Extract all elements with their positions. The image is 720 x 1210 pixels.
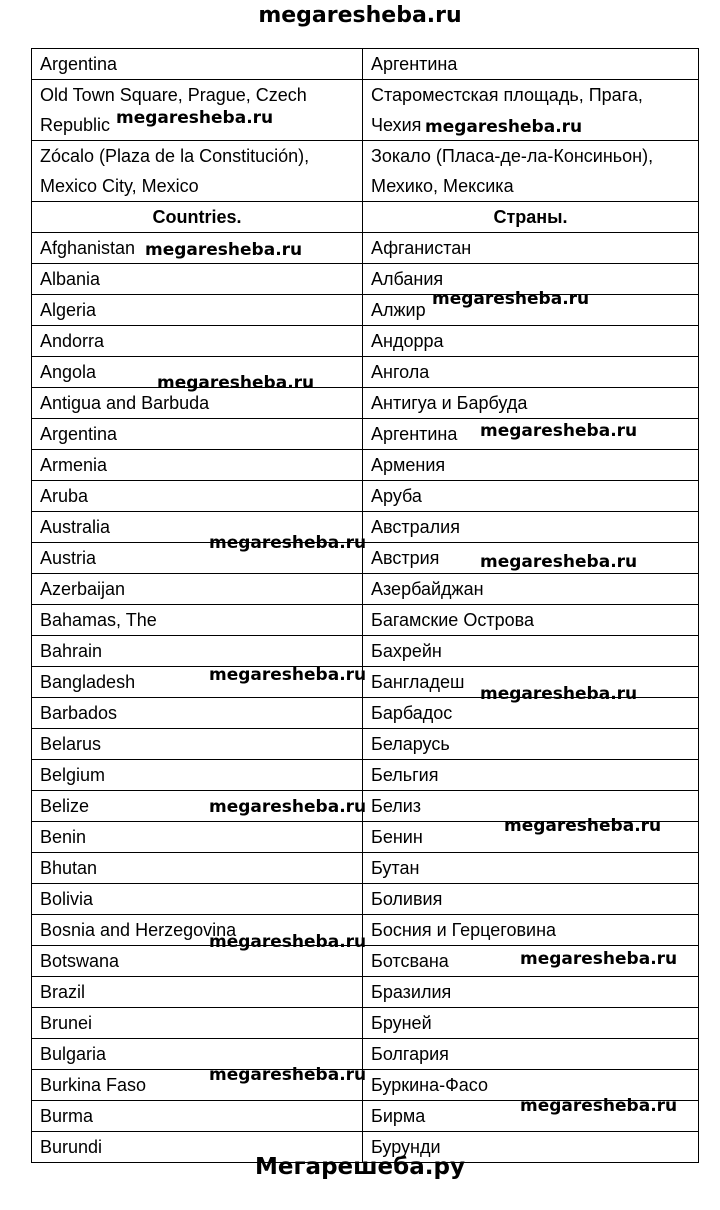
table-row — [32, 1101, 699, 1132]
table-row — [32, 915, 699, 946]
country-english: Bulgaria — [32, 1039, 363, 1070]
watermark: megaresheba.ru — [209, 665, 367, 685]
table-row — [32, 946, 699, 977]
country-english: Belgium — [32, 760, 363, 791]
table-row — [32, 357, 699, 388]
table-row — [32, 481, 699, 512]
country-russian: Болгария — [363, 1039, 699, 1070]
country-english: Algeria — [32, 295, 363, 326]
table-row — [32, 1039, 699, 1070]
watermark: megaresheba.ru — [209, 797, 367, 817]
table-row — [32, 1070, 699, 1101]
table-row — [32, 853, 699, 884]
country-english: Aruba — [32, 481, 363, 512]
table-row — [32, 419, 699, 450]
country-english: Brazil — [32, 977, 363, 1008]
watermark: megaresheba.ru — [145, 240, 303, 260]
country-russian: Багамские Острова — [363, 605, 699, 636]
country-russian: Албания — [363, 264, 699, 295]
country-russian: Бутан — [363, 853, 699, 884]
english-cell: Old Town Square, Prague, Czech Republic — [32, 80, 363, 141]
country-russian: Бенин — [363, 822, 699, 853]
country-russian: Бахрейн — [363, 636, 699, 667]
country-russian: Австрия — [363, 543, 699, 574]
country-russian: Бурунди — [363, 1132, 699, 1163]
country-english: Bolivia — [32, 884, 363, 915]
table-row — [32, 233, 699, 264]
english-cell: Zócalo (Plaza de la Constitución), Mexico City, Mexico — [32, 141, 363, 202]
country-english: Andorra — [32, 326, 363, 357]
country-russian: Бразилия — [363, 977, 699, 1008]
country-russian: Бруней — [363, 1008, 699, 1039]
country-russian: Барбадос — [363, 698, 699, 729]
watermark: megaresheba.ru — [520, 1096, 678, 1116]
country-russian: Беларусь — [363, 729, 699, 760]
watermark: megaresheba.ru — [480, 552, 638, 572]
country-russian: Аруба — [363, 481, 699, 512]
country-russian: Алжир — [363, 295, 699, 326]
country-english: Angola — [32, 357, 363, 388]
vocabulary-table — [31, 48, 699, 1163]
table-row — [32, 884, 699, 915]
site-footer-title: Мегарешеба.ру — [255, 1154, 465, 1180]
table-row — [32, 760, 699, 791]
watermark: megaresheba.ru — [209, 932, 367, 952]
country-russian: Босния и Герцеговина — [363, 915, 699, 946]
table-row — [32, 141, 699, 202]
table-row — [32, 822, 699, 853]
section-header-english: Countries. — [32, 202, 363, 233]
table-row — [32, 512, 699, 543]
watermark: megaresheba.ru — [504, 816, 662, 836]
russian-cell: Аргентина — [363, 49, 699, 80]
country-english: Burma — [32, 1101, 363, 1132]
table-row — [32, 574, 699, 605]
country-english: Antigua and Barbuda — [32, 388, 363, 419]
watermark: megaresheba.ru — [480, 684, 638, 704]
country-russian: Антигуа и Барбуда — [363, 388, 699, 419]
table-row — [32, 80, 699, 141]
country-russian: Армения — [363, 450, 699, 481]
country-english: Benin — [32, 822, 363, 853]
table-row — [32, 264, 699, 295]
country-list — [32, 233, 699, 1163]
country-english: Belarus — [32, 729, 363, 760]
watermark: megaresheba.ru — [432, 289, 590, 309]
section-header-row — [32, 202, 699, 233]
english-cell: Argentina — [32, 49, 363, 80]
country-english: Barbados — [32, 698, 363, 729]
watermark: megaresheba.ru — [480, 421, 638, 441]
table-row — [32, 388, 699, 419]
table-row — [32, 977, 699, 1008]
watermark: megaresheba.ru — [209, 1065, 367, 1085]
table-row — [32, 791, 699, 822]
table-row — [32, 49, 699, 80]
country-english: Bangladesh — [32, 667, 363, 698]
country-english: Bhutan — [32, 853, 363, 884]
country-russian: Аргентина — [363, 419, 699, 450]
country-english: Argentina — [32, 419, 363, 450]
country-english: Bahrain — [32, 636, 363, 667]
country-english: Australia — [32, 512, 363, 543]
country-english: Burundi — [32, 1132, 363, 1163]
watermark: megaresheba.ru — [116, 108, 274, 128]
country-english: Belize — [32, 791, 363, 822]
country-english: Bosnia and Herzegovina — [32, 915, 363, 946]
country-russian: Буркина-Фасо — [363, 1070, 699, 1101]
country-english: Austria — [32, 543, 363, 574]
site-header-title: megaresheba.ru — [258, 3, 462, 28]
table-row — [32, 1008, 699, 1039]
country-english: Azerbaijan — [32, 574, 363, 605]
country-russian: Азербайджан — [363, 574, 699, 605]
country-english: Albania — [32, 264, 363, 295]
table-row — [32, 295, 699, 326]
watermark: megaresheba.ru — [157, 373, 315, 393]
russian-cell: Зокало (Пласа-де-ла-Консиньон), Мехико, Мексика — [363, 141, 699, 202]
table-row — [32, 605, 699, 636]
country-russian: Бельгия — [363, 760, 699, 791]
country-english: Botswana — [32, 946, 363, 977]
country-russian: Бирма — [363, 1101, 699, 1132]
country-russian: Белиз — [363, 791, 699, 822]
table-row — [32, 729, 699, 760]
country-russian: Ангола — [363, 357, 699, 388]
table-row — [32, 543, 699, 574]
country-english: Burkina Faso — [32, 1070, 363, 1101]
table-row — [32, 698, 699, 729]
country-english: Bahamas, The — [32, 605, 363, 636]
country-english: Armenia — [32, 450, 363, 481]
watermark: megaresheba.ru — [209, 533, 367, 553]
country-russian: Австралия — [363, 512, 699, 543]
table-row — [32, 636, 699, 667]
watermark: megaresheba.ru — [425, 117, 583, 137]
country-russian: Афганистан — [363, 233, 699, 264]
country-english: Brunei — [32, 1008, 363, 1039]
country-russian: Боливия — [363, 884, 699, 915]
russian-cell: Староместская площадь, Прага, Чехия — [363, 80, 699, 141]
country-russian: Ботсвана — [363, 946, 699, 977]
watermark: megaresheba.ru — [520, 949, 678, 969]
table-row — [32, 326, 699, 357]
country-english: Afghanistan — [32, 233, 363, 264]
table-row — [32, 667, 699, 698]
country-russian: Андорра — [363, 326, 699, 357]
section-header-russian: Страны. — [363, 202, 699, 233]
table-row — [32, 450, 699, 481]
country-russian: Бангладеш — [363, 667, 699, 698]
